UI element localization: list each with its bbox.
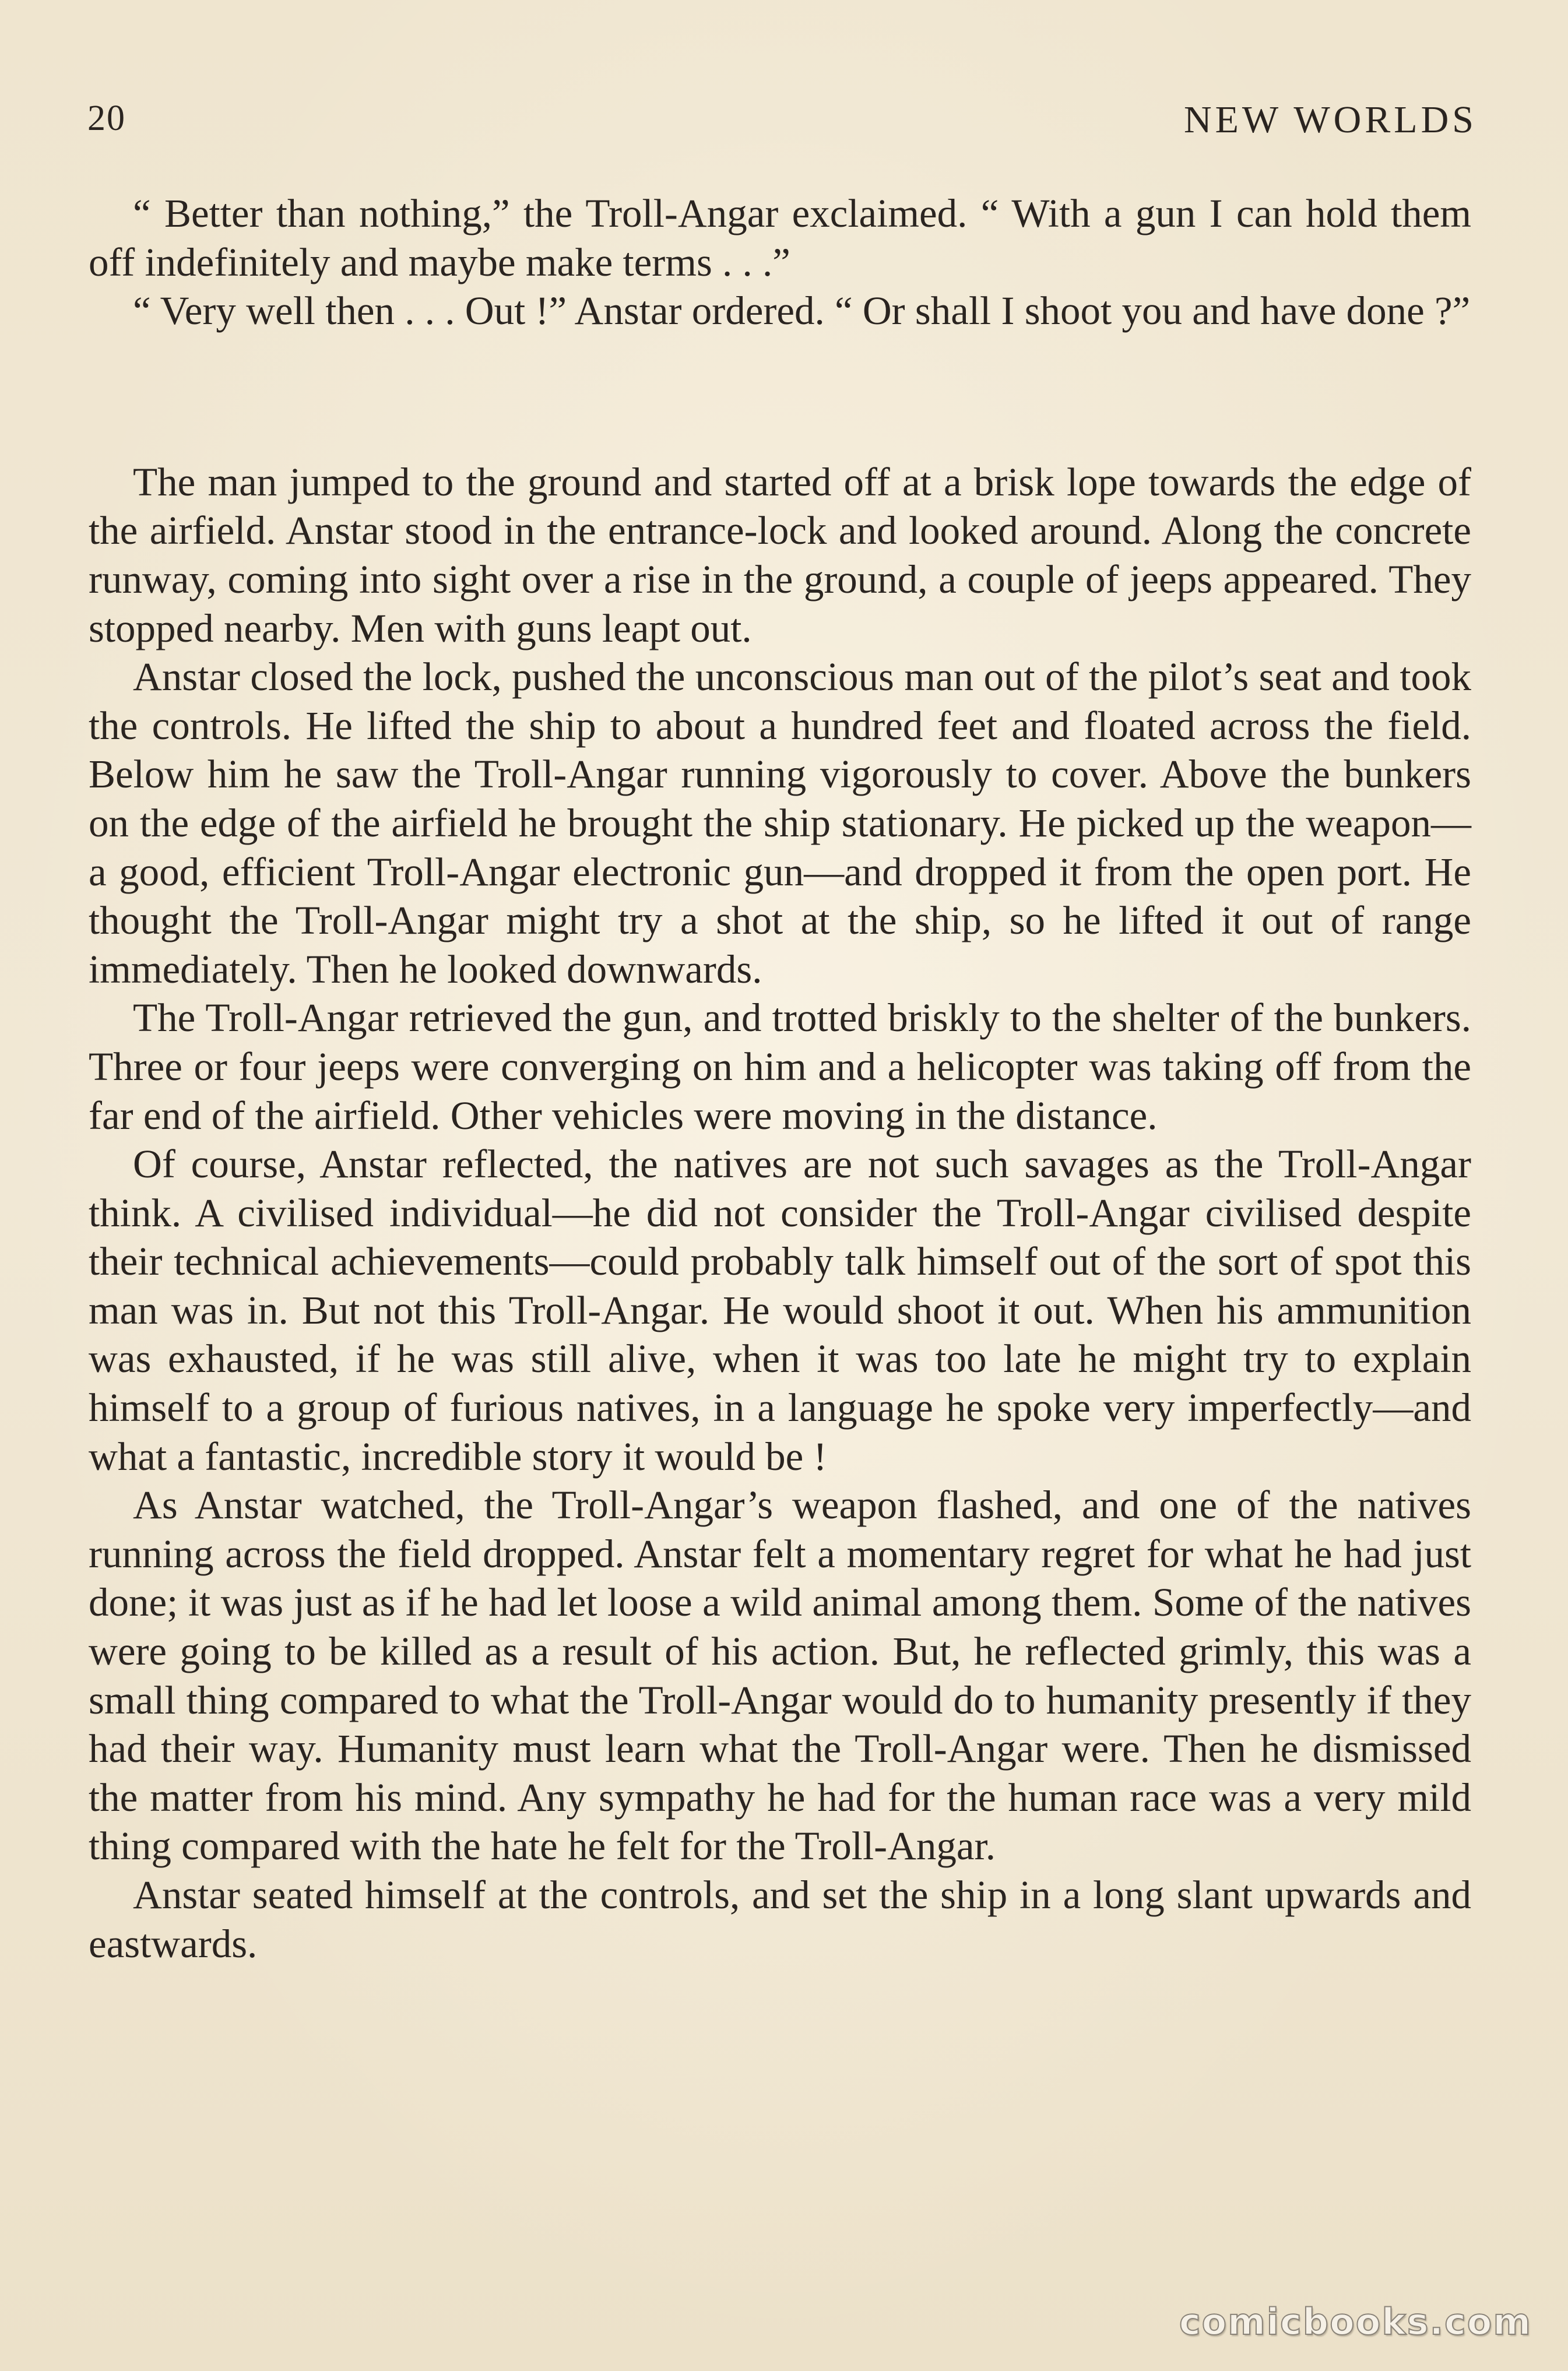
section-break: [89, 336, 1471, 458]
running-head: [87, 98, 1477, 150]
page-number: 20: [87, 99, 126, 138]
journal-title: NEW WORLDS: [1183, 99, 1477, 141]
paragraph-5: The Troll-Angar retrieved the gun, and trotted briskly to the shelter of the bunkers. Three or four jeeps were converging on him and a helicopter was taking off from the far end of the airfield. Other vehicles were moving in the distance.: [89, 995, 1471, 1138]
paragraph-8: Anstar seated himself at the controls, and set the ship in a long slant upwards and eastwards.: [89, 1873, 1471, 1966]
watermark-logo: comicbooks.com: [1179, 2300, 1532, 2343]
paragraph-6: Of course, Anstar reflected, the natives are not such savages as the Troll-Angar think. A civilised individual—he did not consider the Troll-Angar civilised despite their technical achievements—could probably talk himself out of the sort of spot this man was in. But not this Troll-Angar. He would shoot it out. When his ammunition was exhausted, if he was still alive, when it was too late he might try to explain himself to a group of furious natives, in a language he spoke very imperfectly—and what a fantastic, incredible story it would be !: [89, 1142, 1471, 1479]
paragraph-dialogue-2: “ Very well then . . . Out !” Anstar ordered. “ Or shall I shoot you and have done ?”: [133, 289, 1471, 333]
story-text: [89, 189, 1471, 1968]
paragraph-4: Anstar closed the lock, pushed the unconscious man out of the pilot’s seat and took the controls. He lifted the ship to about a hundred feet and floated across the field. Below him he saw the Troll-Angar running vigorously to cover. Above the bunkers on the edge of the airfield he brought the ship stationary. He picked up the weapon—a good, efficient Troll-Angar electronic gun—and dropped it from the open port. He thought the Troll-Angar might try a shot at the ship, so he lifted it out of range immediately. Then he looked downwards.: [89, 655, 1471, 991]
paragraph-3: The man jumped to the ground and started off at a brisk lope towards the edge of the airfield. Anstar stood in the entrance-lock and looked around. Along the concrete runway, coming into sight over a rise in the ground, a couple of jeeps appeared. They stopped nearby. Men with guns leapt out.: [89, 459, 1471, 650]
paragraph-7: As Anstar watched, the Troll-Angar’s weapon flashed, and one of the natives running across the field dropped. Anstar felt a momentary regret for what he had just done; it was just as if he had let loose a wild animal among them. Some of the natives were going to be killed as a result of his action. But, he reflected grimly, this was a small thing compared to what the Troll-Angar would do to humanity presently if they had their way. Humanity must learn what the Troll-Angar were. Then he dismissed the matter from his mind. Any sympathy he had for the human race was a very mild thing compared with the hate he felt for the Troll-Angar.: [89, 1483, 1471, 1869]
paragraph-dialogue-1: “ Better than nothing,” the Troll-Angar exclaimed. “ With a gun I can hold them off indefinitely and maybe make terms . . .”: [89, 191, 1471, 284]
